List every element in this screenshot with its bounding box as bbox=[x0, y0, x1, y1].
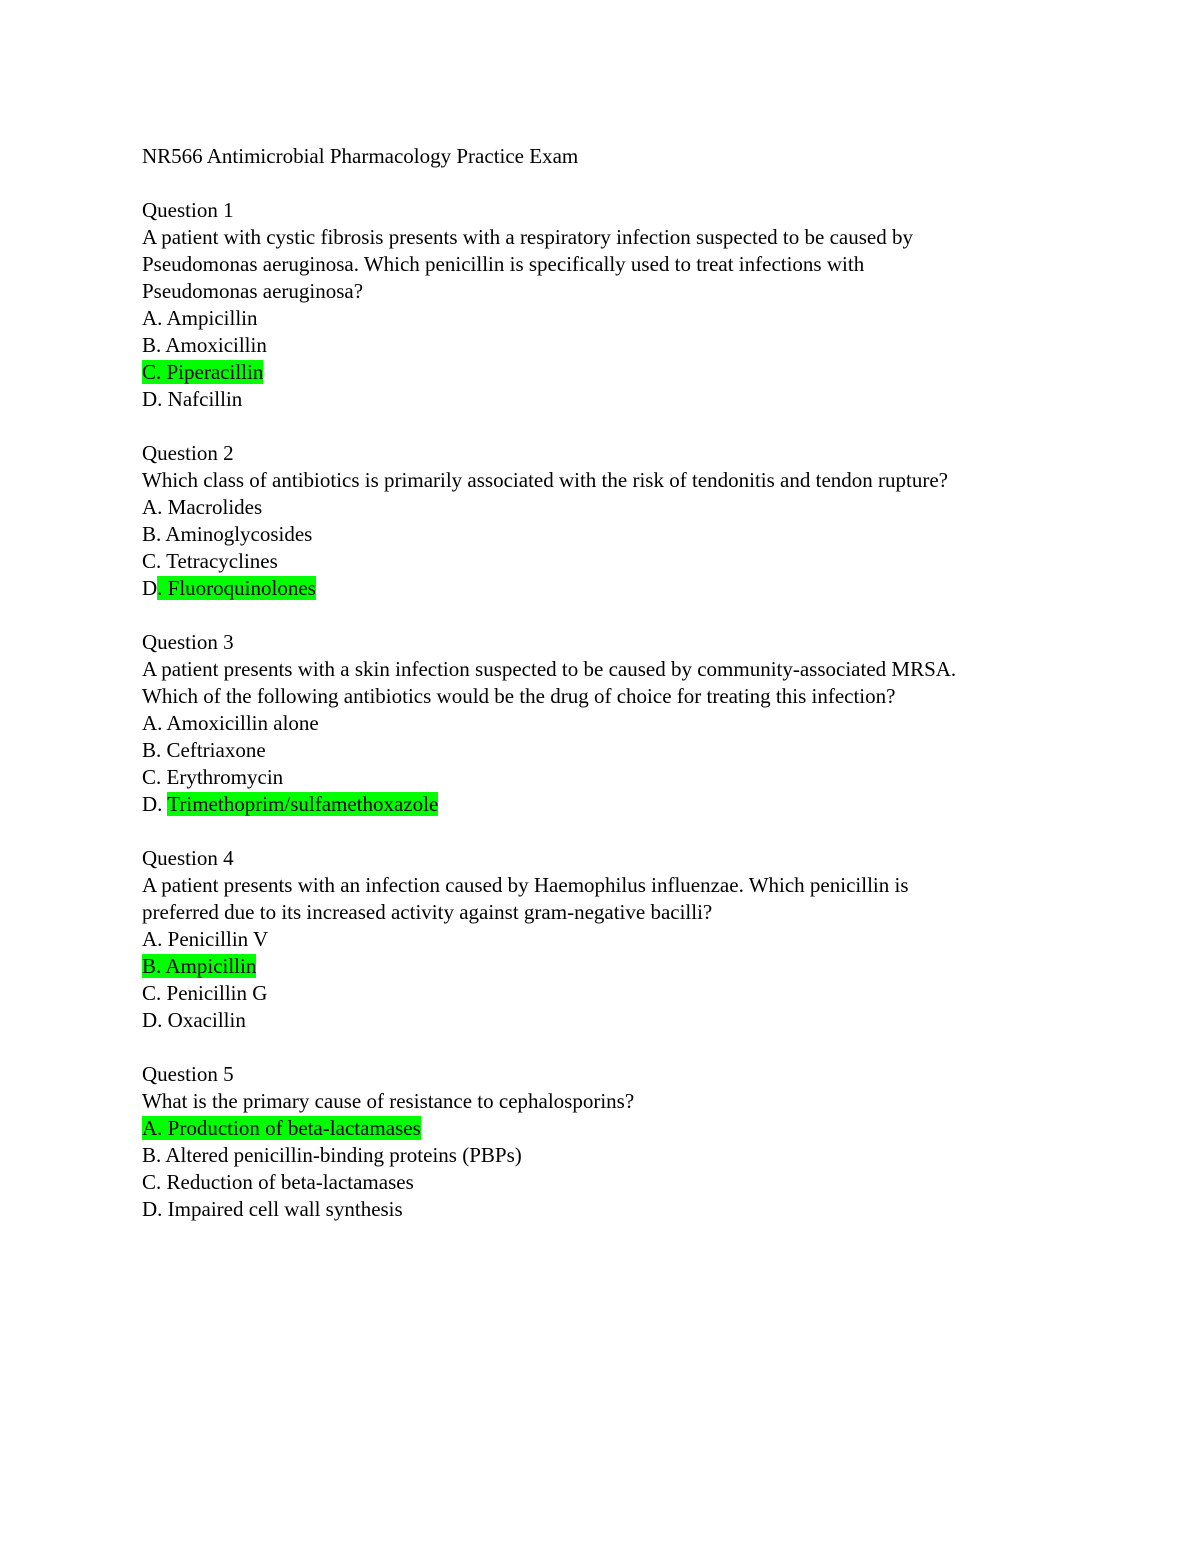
question-stem bbox=[142, 467, 1082, 494]
answer-option-content bbox=[142, 1008, 246, 1032]
answer-option bbox=[142, 1196, 1082, 1223]
answer-option bbox=[142, 737, 1082, 764]
answer-option-letter: B. bbox=[142, 333, 162, 357]
question-stem bbox=[142, 656, 1082, 710]
answer-option-text: Trimethoprim/sulfamethoxazole bbox=[167, 792, 439, 816]
answer-option-text: Production of beta-lactamases bbox=[162, 1116, 421, 1140]
answer-option-content bbox=[142, 333, 267, 357]
answer-option bbox=[142, 1115, 1082, 1142]
answer-option-text: . Fluoroquinolones bbox=[157, 576, 316, 600]
question-stem-line: Pseudomonas aeruginosa. Which penicillin is specifically used to treat infections with bbox=[142, 252, 865, 276]
answer-option-content bbox=[142, 1170, 414, 1194]
answer-option-content bbox=[142, 306, 258, 330]
answer-option bbox=[142, 305, 1082, 332]
answer-option bbox=[142, 548, 1082, 575]
answer-option-letter: C. bbox=[142, 549, 162, 573]
question-stem-line: What is the primary cause of resistance to cephalosporins? bbox=[142, 1089, 635, 1113]
answer-option-letter: B. bbox=[142, 522, 162, 546]
answer-highlight bbox=[142, 792, 438, 816]
answer-option bbox=[142, 386, 1082, 413]
question-heading: Question 1 bbox=[142, 198, 234, 222]
answer-option-letter: B. bbox=[142, 954, 162, 978]
question-stem-line: Which of the following antibiotics would be the drug of choice for treating this infection? bbox=[142, 684, 896, 708]
question-block bbox=[142, 629, 1082, 818]
answer-option bbox=[142, 521, 1082, 548]
answer-option-letter: A. bbox=[142, 306, 163, 330]
answer-option-content bbox=[142, 549, 278, 573]
answer-option bbox=[142, 1007, 1082, 1034]
answer-option-text: Erythromycin bbox=[161, 765, 284, 789]
answer-option-letter: C. bbox=[142, 981, 162, 1005]
answer-option-text: Nafcillin bbox=[162, 387, 243, 411]
question-heading: Question 4 bbox=[142, 846, 234, 870]
answer-option-letter: D. bbox=[142, 1008, 163, 1032]
answer-option-letter: B. bbox=[142, 738, 162, 762]
answer-highlight bbox=[142, 576, 316, 600]
answer-option-text: Impaired cell wall synthesis bbox=[162, 1197, 403, 1221]
answer-option bbox=[142, 332, 1082, 359]
answer-highlight bbox=[142, 1116, 421, 1140]
answer-option-letter: D. bbox=[142, 1197, 163, 1221]
answer-option bbox=[142, 980, 1082, 1007]
answer-option-letter: A. bbox=[142, 495, 163, 519]
question-stem-line: Pseudomonas aeruginosa? bbox=[142, 279, 364, 303]
answer-option-content bbox=[142, 765, 283, 789]
answer-option bbox=[142, 1142, 1082, 1169]
answer-highlight bbox=[142, 360, 263, 384]
answer-option-letter: C. bbox=[142, 765, 162, 789]
answer-option-text: Amoxicillin bbox=[161, 333, 267, 357]
answer-option bbox=[142, 575, 1082, 602]
answer-option bbox=[142, 764, 1082, 791]
answer-option bbox=[142, 791, 1082, 818]
answer-option-letter: A. bbox=[142, 711, 163, 735]
question-block bbox=[142, 1061, 1082, 1223]
answer-option-content bbox=[142, 927, 268, 951]
question-block bbox=[142, 845, 1082, 1034]
answer-option-letter: B. bbox=[142, 1143, 162, 1167]
answer-option-text: Ampicillin bbox=[161, 954, 257, 978]
answer-option bbox=[142, 926, 1082, 953]
answer-option-content bbox=[142, 1197, 403, 1221]
question-stem-line: A patient with cystic fibrosis presents with a respiratory infection suspected to be caused by bbox=[142, 225, 913, 249]
answer-option-text: Piperacillin bbox=[161, 360, 264, 384]
answer-option-letter: D. bbox=[142, 792, 168, 816]
answer-option-content bbox=[142, 1143, 522, 1167]
answer-option bbox=[142, 359, 1082, 386]
question-stem bbox=[142, 224, 1082, 305]
question-list bbox=[142, 197, 1082, 1223]
answer-option-text: Penicillin G bbox=[161, 981, 268, 1005]
answer-option-letter: C. bbox=[142, 1170, 162, 1194]
answer-option-letter: A. bbox=[142, 927, 163, 951]
answer-option-text: Tetracyclines bbox=[161, 549, 278, 573]
answer-option bbox=[142, 1169, 1082, 1196]
answer-option-content bbox=[142, 738, 266, 762]
answer-option-text: Altered penicillin-binding proteins (PBPs) bbox=[161, 1143, 522, 1167]
answer-option-text: Aminoglycosides bbox=[161, 522, 313, 546]
question-stem bbox=[142, 1088, 1082, 1115]
answer-option-text: Amoxicillin alone bbox=[162, 711, 319, 735]
question-stem bbox=[142, 872, 1082, 926]
question-stem-line: preferred due to its increased activity against gram-negative bacilli? bbox=[142, 900, 713, 924]
answer-option-content bbox=[142, 711, 319, 735]
answer-option-letter: A. bbox=[142, 1116, 163, 1140]
answer-highlight bbox=[142, 954, 256, 978]
answer-option-content bbox=[142, 981, 267, 1005]
document-title: NR566 Antimicrobial Pharmacology Practice Exam bbox=[142, 144, 579, 168]
answer-option-text: Penicillin V bbox=[162, 927, 269, 951]
answer-option-content bbox=[142, 387, 242, 411]
answer-option-content bbox=[142, 495, 262, 519]
answer-option-content bbox=[142, 522, 312, 546]
answer-option-letter: C. bbox=[142, 360, 162, 384]
answer-option bbox=[142, 494, 1082, 521]
answer-option-text: Reduction of beta-lactamases bbox=[161, 1170, 414, 1194]
question-heading: Question 2 bbox=[142, 441, 234, 465]
answer-option bbox=[142, 953, 1082, 980]
question-stem-line: Which class of antibiotics is primarily associated with the risk of tendonitis and tendon rupture? bbox=[142, 468, 948, 492]
answer-option-letter: D bbox=[142, 576, 158, 600]
answer-option bbox=[142, 710, 1082, 737]
question-stem-line: A patient presents with an infection caused by Haemophilus influenzae. Which penicillin is bbox=[142, 873, 909, 897]
answer-option-text: Ceftriaxone bbox=[161, 738, 266, 762]
question-block bbox=[142, 440, 1082, 602]
answer-option-text: Ampicillin bbox=[162, 306, 258, 330]
answer-option-text: Macrolides bbox=[162, 495, 263, 519]
question-block bbox=[142, 197, 1082, 413]
answer-option-text: Oxacillin bbox=[162, 1008, 246, 1032]
question-heading: Question 3 bbox=[142, 630, 234, 654]
document-page bbox=[142, 143, 1082, 1250]
answer-option-letter: D. bbox=[142, 387, 163, 411]
question-heading: Question 5 bbox=[142, 1062, 234, 1086]
question-stem-line: A patient presents with a skin infection suspected to be caused by community-associated MRSA. bbox=[142, 657, 957, 681]
